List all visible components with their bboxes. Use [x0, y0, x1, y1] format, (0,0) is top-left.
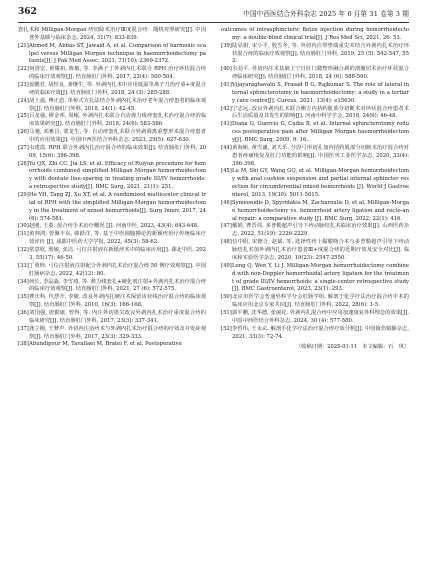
- reference-text: 胡士强, 傅正恩. 单桥式宣扎法结合外剥内扎术治疗老年混合痔患者的临床观察[J]. 结直肠肛门外科, 2018, 24(1): 42-45.: [29, 97, 206, 112]
- reference-text: 龚立刚, 王梦声. 外切内注消痔术与外剥内扎术治疗混合痔的疗效及并发症观察[J]. 结直肠肛门外科, 2017, 23(3): 329-333.: [29, 325, 206, 340]
- reference-entry: [221, 310, 409, 326]
- reference-text: 套扎术和 Milligan-Morgan 痔切除术治疗Ⅲ度混合痔：随机对照研究[J]. 中国普外基础与临床杂志, 2024, 31(7): 833-839.: [18, 27, 206, 41]
- reference-text: Diana G, Guercio G, Cudia B, et al. Internal sphincterotomy reduces postoperative pain after Milligan Morgan haemorrhoidectomy[J]. BMC Surg, 2009, 9: 16.: [232, 121, 409, 144]
- reference-number: [23]: [18, 82, 29, 89]
- reference-text: 陆显娟, 宋小平, 殷雪冬, 等. 外切内注带垫端重尖术结合外剥内扎术治疗环状混合痔的临床疗效观察[J]. 结直肠肛门外科, 2019, 25 (5): 542-547, 552.: [232, 42, 409, 65]
- reference-entry: [18, 192, 206, 223]
- reference-text: 戴娟, 曹晋伟. 多普勒超声引导下痔动脉结扎术临床治疗效果[J]. 山西医药杂志, 2022, 51(19): 2226-2229.: [232, 223, 409, 238]
- reference-entry: [18, 247, 206, 263]
- reference-number: [41]: [221, 82, 232, 89]
- journal-running-head: 中国中西医结合外科杂志 2025 年 6 月第 31 卷第 3 期: [243, 10, 409, 18]
- reference-number: [44]: [221, 144, 232, 151]
- reference-text: Long Q, Wen Y, Li J. Milligan-Morgan hemorrhoidectomy combined with non-Doppler hemorrhoidal artery ligation for the treatment of grade III/IV hemorrhoids: a single-center retrospective study[J]. BMC Gastroenterol, 2023, 23(1): 293.: [232, 262, 409, 293]
- reference-number: [21]: [18, 42, 29, 49]
- reference-text: outcomes of intrasphincteric Botox injection during hemorrhoidectomy: a double-blind clinical trial[J]. J Res Med Sci, 2021, 26: 53.: [221, 27, 409, 41]
- reference-entry: [221, 121, 409, 145]
- right-reference-column: [221, 27, 409, 352]
- reference-number: [22]: [18, 66, 29, 73]
- reference-text: 黄海彬, 黄雪谦, 刘天乐. 分段弓形切孔加内括约肌部分切断术治疗混合痔对患者疼痛恢复及肛门功能的影响[J]. 中国医刊工业医学杂志, 2020, 33(4): 396-398.: [232, 144, 409, 167]
- reference-text: 刘国强, 唐勤康, 曾得, 等. 内注外切墨尖改良外剥内扎术治疗重度混合痔的临床研究[J]. 结直肠肛门外科, 2017, 23(3): 337-341.: [29, 309, 206, 324]
- reference-text: 姜鹏君, 胡恒良, 龚继生, 等. 外剥内扎术中应用低温等离子刀治疗重+度混合痔的临床疗效[J]. 结直肠肛门外科, 2018, 24 (3): 285-288.: [29, 82, 206, 96]
- reference-text: 丁黄坤. 弓位注射液注射配合外剥内扎术治疗混合痔 50 例疗效观察[J]. 中国肛肠病杂志, 2022, 42(12): 80.: [29, 262, 206, 277]
- reference-number: [30]: [18, 223, 29, 230]
- header-rule: [18, 22, 409, 23]
- reference-entry: [18, 129, 206, 145]
- reference-text: 宁志远. 改良外剥内扎术联合侧方内括约肌部分切断术对环状混合痔患者术后生活质量及其发生的影响[J]. 河南中科学学会, 2018, 24(6): 46-48.: [232, 105, 409, 120]
- reference-number: [38]: [18, 341, 29, 348]
- reference-text: 赵刚, 王菱. 混合痔手术治疗概况 [J]. 河南中医, 2023, 43(4): 643-648.: [29, 223, 199, 230]
- reference-text: 韦建霞. RPH 联合外剥内扎治疗混合痔的临床效果[J]. 结直肠肛门外科, 2009, 15(6): 396-398.: [29, 144, 206, 159]
- reference-number: [26]: [18, 129, 29, 136]
- reference-text: Abundipour M, Tavallaei M, Bratei F, et al. Postoperative: [29, 341, 182, 348]
- reference-text: 曹庆科, 代慧升, 李婕. 改良外剥内扎硬注术保留齿状线治疗混合痔的临床观察[J]. 结直肠肛门外科, 2010, 16(3): 166-168.: [29, 294, 206, 309]
- reference-text: 郭平鹏, 沈华德, 张丽花. 外剥内扎混合痔中应用加速康复外科理念的效果[J]. 中国中西医结合外科杂志, 2024, 30 (4): 577-580.: [232, 309, 409, 324]
- reference-number: [42]: [221, 105, 232, 112]
- reference-number: [31]: [18, 231, 29, 238]
- reference-entry: [18, 66, 206, 82]
- reference-text: Symeonidis D, Spyridakis M, Zacharoulis D, et al. Milligan-Morgan hemorrhoidectomy vs. hemorrhoid artery ligation and recto-anal repair: a comparative study [J]. BMC Surg, 2022, 22(1): 416.: [232, 199, 409, 222]
- left-reference-column: [18, 27, 206, 349]
- reference-entry: [221, 294, 409, 310]
- reference-text: Yu QX, Zhi CC, Jia LS, et al. Efficacy of Ruiyun procedure for hemorrhoids combined simplified Milligan Morgan hemorrhoidectomy with dentate line-sparing in treating grade III/IV hemorrhoids: a retrospective study[J]. BMC Surg, 2021, 21(1): 251.: [29, 160, 206, 191]
- reference-number: [49]: [221, 262, 232, 269]
- reference-text: Ahmed M, Abbas ST, Jawaid A, et al. Comparison of harmonic scalpel versus Milligan Morgan technique in haemorrhoidectomy patients[J]. J Pak Med Assoc, 2021, 71(10): 2369-2372.: [29, 42, 206, 65]
- reference-entry: [221, 82, 409, 106]
- reference-continuation: [221, 27, 409, 43]
- reference-text: He YH, Tang ZJ, Xu XT, et al. A randomized multicenter clinical trial of RPH with the simplified Milligan-Morgan hemorrhoidectomy in the treatment of mixed hemorrhoids[J]. Surg Innov, 2017, 24(6): 574-581.: [29, 192, 206, 222]
- reference-entry: [18, 341, 206, 349]
- reference-number: [36]: [18, 309, 29, 316]
- reference-number: [27]: [18, 144, 29, 151]
- received-date-note: （收稿日期：2025-01-11 本文编辑：石 琪）: [296, 344, 409, 351]
- reference-entry: [221, 326, 409, 342]
- reference-text: 北京市医学会普通外科学分会肛肠学组. 解剖于化学疗法治疗混合痔手术的临床应用北京专家共识[J]. 结直肠肛门外科, 2022, 28(6): 1-5.: [232, 294, 409, 309]
- reference-number: [33]: [18, 262, 29, 269]
- reference-entry: [18, 310, 206, 326]
- reference-number: [37]: [18, 325, 29, 332]
- reference-number: [43]: [221, 121, 232, 128]
- reference-number: [48]: [221, 239, 232, 246]
- reference-continuation: [18, 27, 206, 43]
- reference-number: [39]: [221, 42, 232, 49]
- reference-entry: [221, 223, 409, 239]
- reference-text: 韦劲平. 外切内注术基础上宁日肛门微整形融合剥的剖腹切术治疗环状混合痔临床研究[J]. 结直肠肛门外科, 2018, 24 (6): 586-590.: [232, 66, 409, 81]
- reference-text: 马驰, 邓雅昌, 蒙龙生, 等. 自动痔套扎术联合外剥调离重整形术混合痔患者中的应用效果[J]. 中国中西医结合外科杂志, 2023, 29(5): 627-630.: [29, 129, 206, 144]
- reference-number: [46]: [221, 199, 232, 206]
- reference-entry: [18, 279, 206, 295]
- page-number: 362: [18, 7, 37, 17]
- reference-entry: [18, 98, 206, 114]
- reference-text: 李哲伟, 王永玄. 解剖手化学疗法治疗混合痔疗效分析[J]. 中国镇伤镇静杂志, 2021, 33(3): 72-74.: [232, 325, 409, 340]
- reference-text: 黄帅鸿, 曾佩丰东, 韩跃洋, 等. 基于中医圆腹搏论的新颖痔治疗传统临床疗效评价 [J]. 成都中医药大学学报, 2022, 45(3): 58-62.: [29, 231, 206, 246]
- reference-number: [50]: [221, 294, 232, 301]
- reference-number: [25]: [18, 113, 29, 120]
- reference-entry: [221, 145, 409, 169]
- reference-entry: [221, 239, 409, 263]
- reference-text: Lu M, Shi GY, Wang GQ, et al. Milligan-Morgan hemorrhoidectomy with anal cushion suspension and partial internal sphincter resection for circumferential mixed hemorrhoids [J]. World J Gastroenterol, 2013, 19(30): 5011-5015.: [232, 168, 409, 199]
- reference-entry: [18, 326, 206, 342]
- reference-entry: [221, 263, 409, 294]
- reference-entry: [18, 43, 206, 67]
- reference-text: 信中阳, 宋德合, 赵斌. 等. 选择性痔上黏膜吻合术与多普勒超声引导下痔动脉结扎术加外剥内扎术治疗患者Ⅲ+度混合痔的近期疗效及安全对比[J]. 临床和实验医学杂志, 2020, 19(23): 2547-2550.: [232, 239, 409, 261]
- reference-text: 何长, 李晶淼, 李雪琦, 等. 弹力线套扎+硬化剂注射+外剥内扎术治疗混合痔的临床疗效观察[J]. 结直肠肛门外科, 2021, 27 (6): 572-575.: [29, 278, 206, 293]
- reference-text: 吕龙强, 缪金邦, 周岷. 外剥内扎术联合自动弹力线痔套扎术治疗混合痔的临床效果研究[J]. 结直肠肛门外科, 2018, 24(6): 583-586.: [29, 113, 206, 128]
- reference-entry: [221, 200, 409, 224]
- reference-entry: [221, 66, 409, 82]
- reference-number: [45]: [221, 168, 232, 175]
- reference-entry: [18, 113, 206, 129]
- reference-entry: [221, 168, 409, 199]
- reference-number: [24]: [18, 97, 29, 104]
- reference-entry: [18, 82, 206, 98]
- reference-entry: [18, 145, 206, 161]
- reference-entry: [18, 161, 206, 192]
- reference-entry: [18, 263, 206, 279]
- reference-number: [51]: [221, 309, 232, 316]
- reference-number: [28]: [18, 160, 29, 167]
- reference-number: [47]: [221, 223, 232, 230]
- reference-entry: [18, 294, 206, 310]
- reference-number: [52]: [221, 325, 232, 332]
- reference-number: [32]: [18, 247, 29, 254]
- reference-text: 何清宏, 黄耀祖, 陈敏, 等. 李满子丁外剥内扎术联合 RPH 治疗环状混合痔的临床疗效观察[J]. 结直肠肛门外科, 2017, 23(4): 500-504.: [29, 66, 206, 81]
- reference-number: [34]: [18, 278, 29, 285]
- reference-entry: [18, 231, 206, 247]
- reference-number: [29]: [18, 192, 29, 199]
- reference-text: 常意欣, 殷敏, 张洁. 弓位注射液在新纸痔术中的临床应用[J]. 湖北中医, 2023, 55(17): 46-50.: [29, 247, 206, 261]
- reference-number: [40]: [221, 66, 232, 73]
- reference-number: [35]: [18, 294, 29, 301]
- reference-text: Vijayaraghavalu S, Prasad R G, Rajkumar S. The role of lateral internal sphincterotomy in haemorrhoidectomy: a study in a tertiary care centre[J]. Cureus, 2021, 13(4): e15630.: [232, 82, 409, 104]
- reference-entry: [221, 106, 409, 122]
- reference-entry: [221, 43, 409, 67]
- page-header: [18, 6, 409, 22]
